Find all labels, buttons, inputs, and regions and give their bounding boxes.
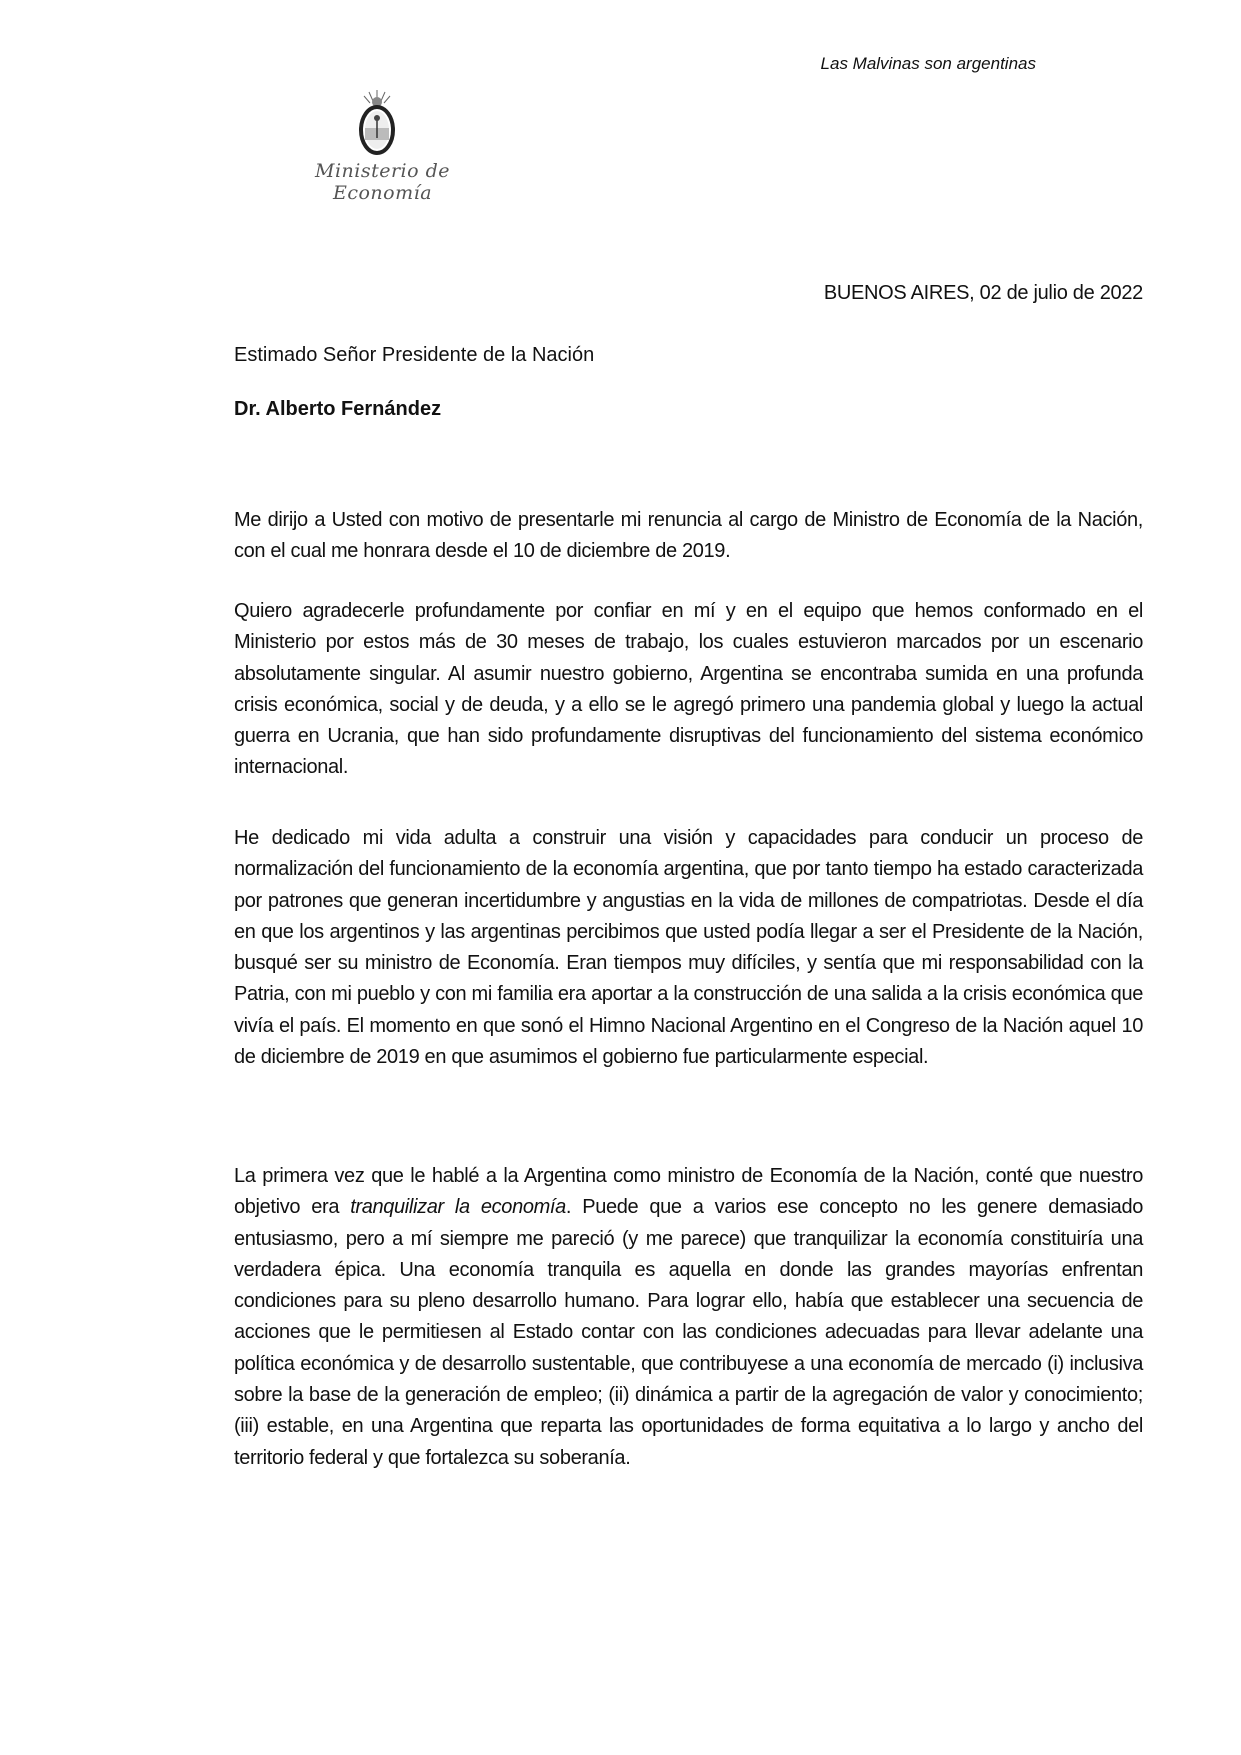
paragraph-2: Quiero agradecerle profundamente por confiar en mí y en el equipo que hemos conformado en el Ministerio por estos más de 30 meses de trabajo, los cuales estuvieron marcados por un escenario absolutamente singular. Al asumir nuestro gobierno, Argentina se encontraba sumida en una profunda crisis económica, social y de deuda, y a ello se le agregó primero una pandemia global y luego la actual guerra en Ucrania, que han sido profundamente disruptivas del funcionamiento del sistema económico internacional.: [234, 600, 1143, 779]
paragraph-4-end: . Puede que a varios ese concepto no les genere demasiado entusiasmo, pero a mí siempre me pareció (y me parece) que tranquilizar la economía constituiría una verdadera épica. Una economía tranquila es aquella en donde las grandes mayorías enfrentan condiciones para su pleno desarrollo humano. Para lograr ello, había que establecer una secuencia de acciones que le permitiesen al Estado contar con las condiciones adecuadas para llevar adelante una política económica y de desarrollo sustentable, que contribuyese a una economía de mercado (i) inclusiva sobre la base de la generación de empleo; (ii) dinámica a partir de la agregación de valor y conocimiento; (iii) estable, en una Argentina que reparta las oportunidades de forma equitativa a lo largo y ancho del territorio federal y que fortalezca su soberanía.: [234, 1196, 1143, 1469]
paragraph-4-emphasis: tranquilizar la economía: [350, 1196, 566, 1219]
argentine-coat-of-arms-icon: [355, 88, 399, 158]
header-motto: Las Malvinas son argentinas: [820, 54, 1036, 73]
paragraph-1: Me dirijo a Usted con motivo de presentarle mi renuncia al cargo de Ministro de Economía de la Nación, con el cual me honrara desde el 10 de diciembre de 2019.: [234, 509, 1143, 563]
ministry-logo: [275, 88, 490, 204]
paragraph-4: [234, 1161, 1143, 1474]
place-date: BUENOS AIRES, 02 de julio de 2022: [823, 282, 1143, 304]
paragraph-3: He dedicado mi vida adulta a construir una visión y capacidades para conducir un proceso de normalización del funcionamiento de la economía argentina, que por tanto tiempo ha estado caracterizada por patrones que generan incertidumbre y angustias en la vida de millones de compatriotas. Desde el día en que los argentinos y las argentinas percibimos que usted podía llegar a ser el Presidente de la Nación, busqué ser su ministro de Economía. Eran tiempos muy difíciles, y sentía que mi responsabilidad con la Patria, con mi pueblo y con mi familia era aportar a la construcción de una salida a la crisis económica que vivía el país. El momento en que sonó el Himno Nacional Argentino en el Congreso de la Nación aquel 10 de diciembre de 2019 en que asumimos el gobierno fue particularmente especial.: [234, 827, 1143, 1069]
addressee: Dr. Alberto Fernández: [234, 398, 442, 420]
paragraph-4-start: La primera vez que le hablé a la Argentina como ministro de Economía de la Nación, conté que nuestro objetivo era: [234, 1165, 1143, 1219]
salutation: Estimado Señor Presidente de la Nación: [234, 344, 595, 366]
ministry-name: Ministerio de Economía: [314, 160, 451, 204]
